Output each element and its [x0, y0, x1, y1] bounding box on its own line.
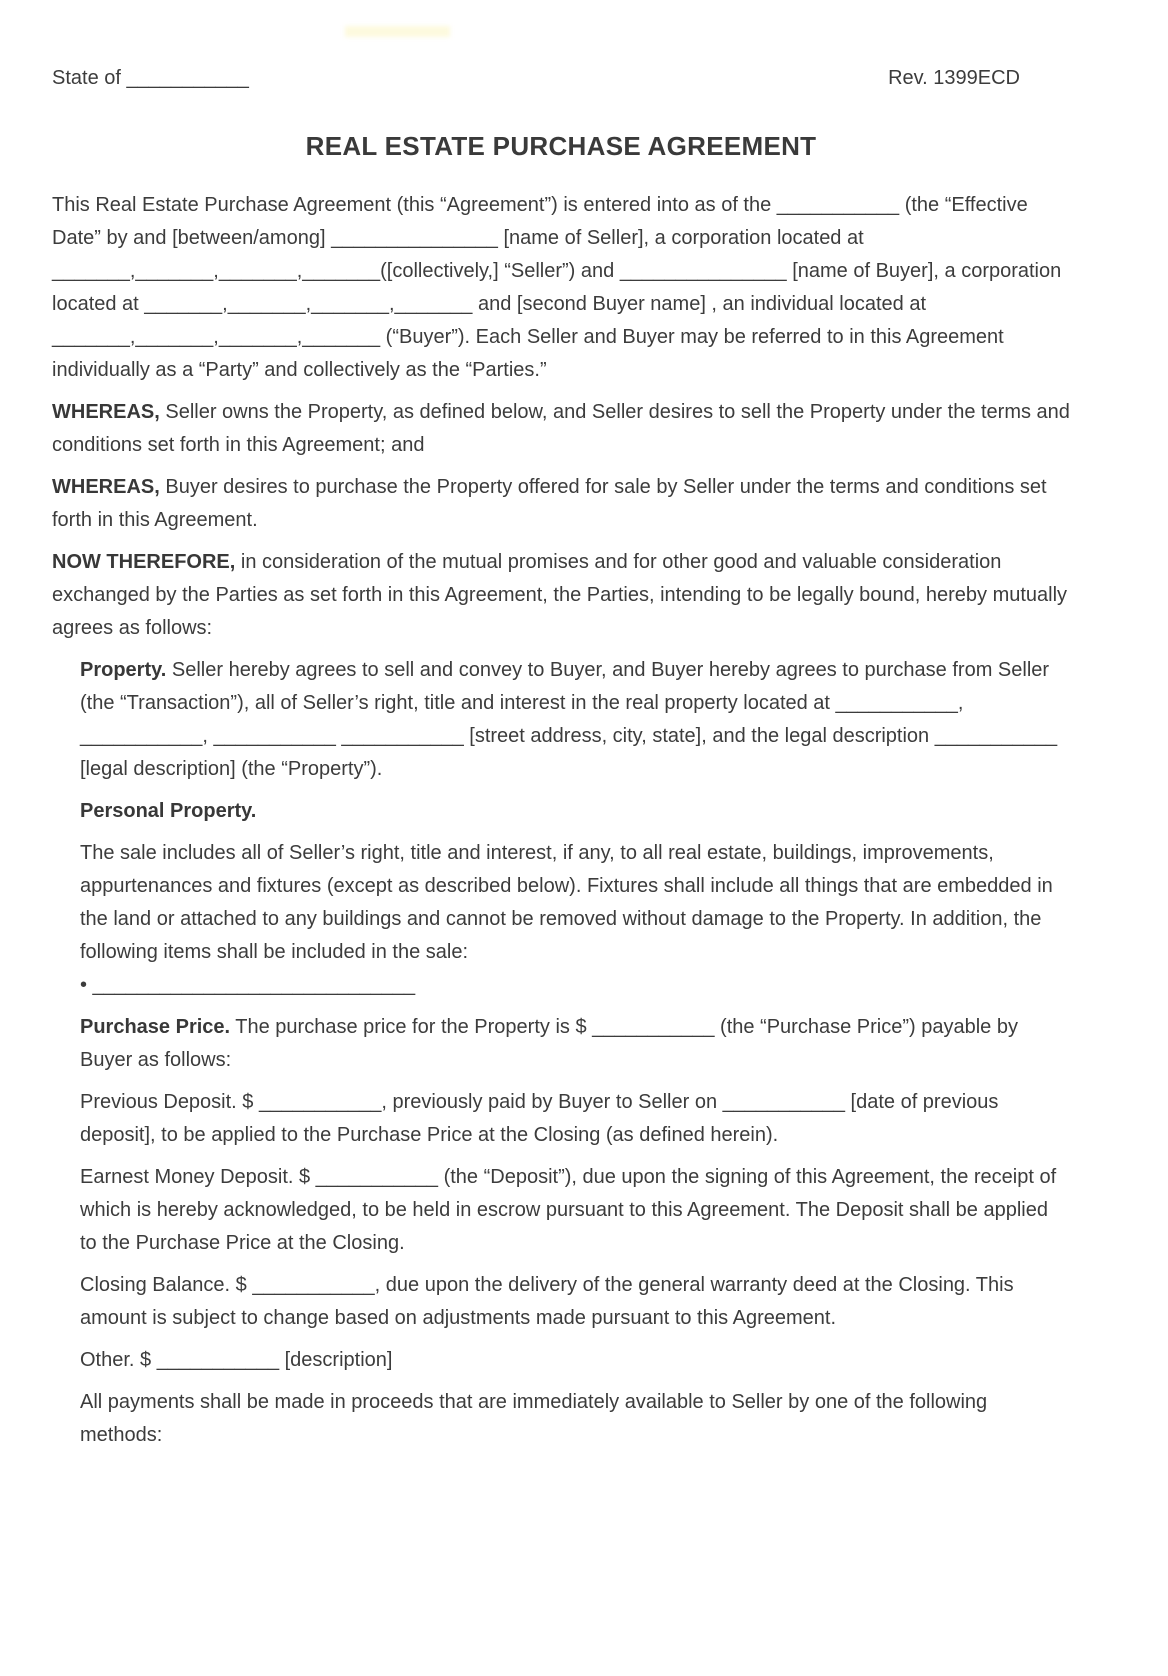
- whereas-seller-lead: WHEREAS,: [52, 401, 160, 423]
- closing-balance-paragraph: [80, 1269, 1070, 1335]
- purchase-price-text: The purchase price for the Property is $ ___________ (the “Purchase Price”) payable by Buyer as follows:: [80, 1016, 1024, 1071]
- other-amount-text: Other. $ ___________ [description]: [80, 1349, 393, 1371]
- purchase-price-paragraph: [80, 1011, 1070, 1077]
- earnest-money-paragraph: [80, 1161, 1070, 1260]
- intro-paragraph: [52, 189, 1070, 387]
- personal-property-lead: Personal Property.: [80, 800, 257, 822]
- faint-watermark: [345, 26, 450, 37]
- sale-includes-paragraph: [80, 837, 1070, 969]
- property-text: Seller hereby agrees to sell and convey to Buyer, and Buyer hereby agrees to purchase from Seller (the “Transaction”), all of Seller’s right, title and interest in the real property located at ___________, ___________, ___________ ___________ [street address, city, state], and the legal description ___________ [legal description] (the “Property”).: [80, 659, 1063, 780]
- included-items-text: • _____________________________: [80, 974, 416, 996]
- revision-code: Rev. 1399ECD: [888, 67, 1020, 89]
- closing-balance-text: Closing Balance. $ ___________, due upon the delivery of the general warranty deed at the Closing. This amount is subject to change based on adjustments made pursuant to this Agreement.: [80, 1274, 1020, 1329]
- now-therefore-lead: NOW THEREFORE,: [52, 551, 236, 573]
- whereas-buyer-text: Buyer desires to purchase the Property offered for sale by Seller under the terms and conditions set forth in this Agreement.: [52, 476, 1053, 531]
- sale-includes-text: The sale includes all of Seller’s right, title and interest, if any, to all real estate, buildings, improvements, appurtenances and fixtures (except as described below). Fixtures shall include all things that are embedded in the land or attached to any buildings and cannot be removed without damage to the Property. In addition, the following items shall be included in the sale:: [80, 842, 1059, 963]
- now-therefore-paragraph: [52, 546, 1073, 645]
- previous-deposit-text: Previous Deposit. $ ___________, previously paid by Buyer to Seller on ___________ [date of previous deposit], to be applied to the Purchase Price at the Closing (as defined herein).: [80, 1091, 1004, 1146]
- whereas-buyer-lead: WHEREAS,: [52, 476, 160, 498]
- whereas-seller-paragraph: [52, 396, 1076, 462]
- whereas-seller-text: Seller owns the Property, as defined below, and Seller desires to sell the Property under the terms and conditions set forth in this Agreement; and: [52, 401, 1076, 456]
- previous-deposit-paragraph: [80, 1086, 1070, 1152]
- whereas-buyer-paragraph: [52, 471, 1070, 537]
- other-amount-paragraph: [80, 1344, 1070, 1377]
- earnest-money-text: Earnest Money Deposit. $ ___________ (the “Deposit”), due upon the signing of this Agreement, the receipt of which is hereby acknowledged, to be held in escrow pursuant to this Agreement. The Deposit shall be applied to the Purchase Price at the Closing.: [80, 1166, 1062, 1254]
- now-therefore-text: in consideration of the mutual promises and for other good and valuable consideration exchanged by the Parties as set forth in this Agreement, the Parties, intending to be legally bound, hereby mutually agrees as follows:: [52, 551, 1073, 639]
- property-paragraph: [80, 654, 1070, 786]
- property-lead: Property.: [80, 659, 167, 681]
- purchase-price-lead: Purchase Price.: [80, 1016, 231, 1038]
- state-of-field: State of ___________: [52, 67, 249, 89]
- payment-methods-text: All payments shall be made in proceeds that are immediately available to Seller by one of the following methods:: [80, 1391, 993, 1446]
- payment-methods-paragraph: [80, 1386, 1070, 1452]
- personal-property-heading: [80, 795, 1070, 828]
- included-items-bullet: [80, 969, 1070, 1002]
- document-title: REAL ESTATE PURCHASE AGREEMENT: [305, 131, 817, 161]
- intro-text: This Real Estate Purchase Agreement (this “Agreement”) is entered into as of the ___________ (the “Effective Date” by and [between/among] _______________ [name of Seller], a corporation located at _______,_______,_______,_______([collectively,] “Seller”) and _______________ [name of Buyer], a corporation located at _______,_______,_______,_______ and [second Buyer name] , an individual located at _______,_______,_______,_______ (“Buyer”). Each Seller and Buyer may be referred to in this Agreement individually as a “Party” and collectively as the “Parties.”: [52, 194, 1067, 381]
- document-header: [52, 62, 1070, 95]
